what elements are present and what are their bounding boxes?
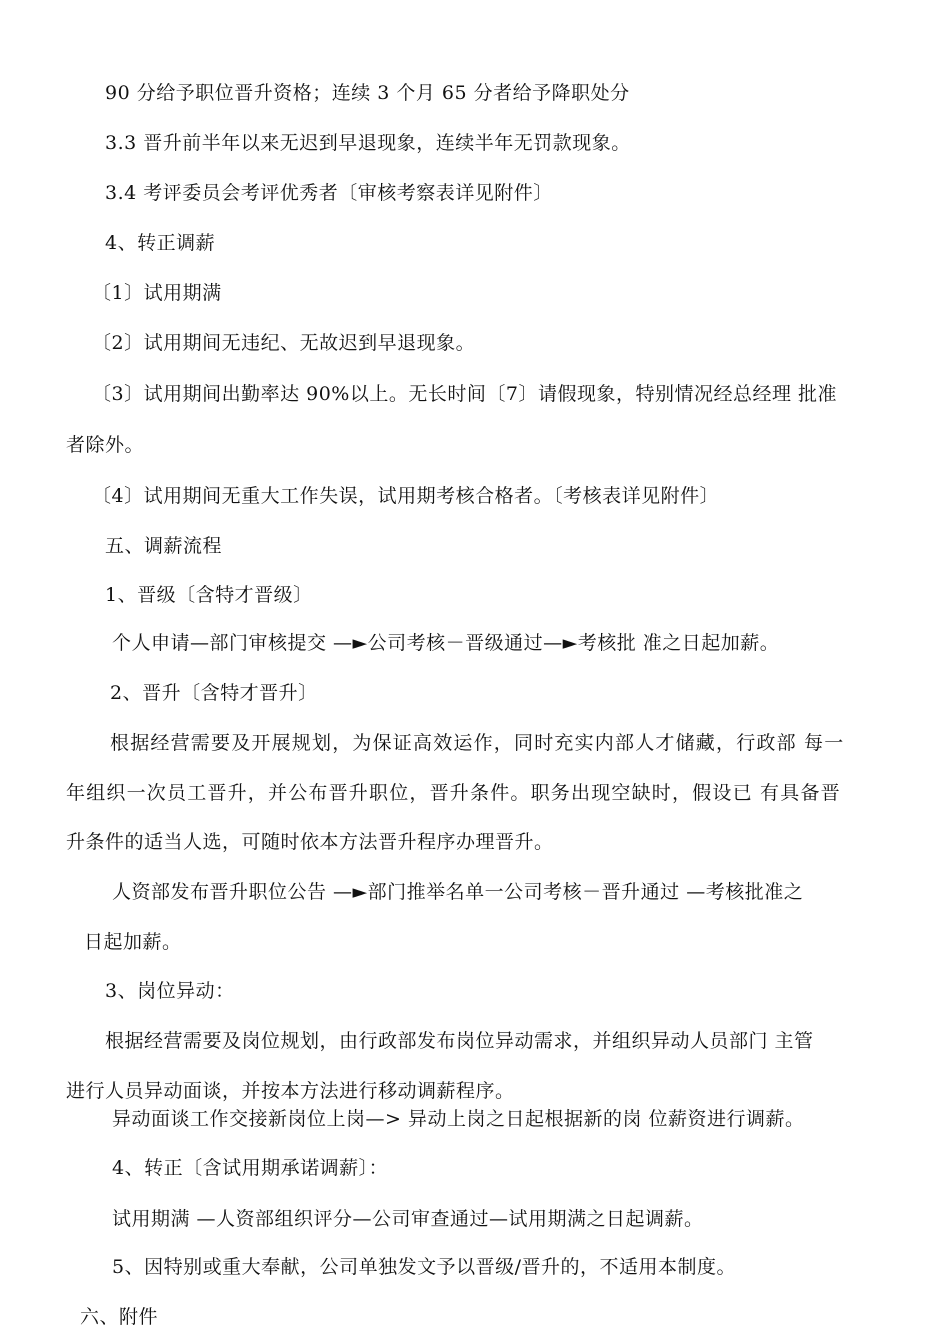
subsection-heading: 4、转正〔含试用期承诺调薪〕： — [112, 1157, 389, 1179]
list-item: 〔3〕试用期间出勤率达 90%以上。无长时间〔7〕请假现象，特别情况经总经理 批准 — [92, 383, 837, 405]
paragraph-line: 根据经营需要及开展规划，为保证高效运作，同时充实内部人才储藏，行政部 每一 — [110, 732, 845, 754]
section-heading: 4、转正调薪 — [105, 232, 216, 254]
section-heading: 五、调薪流程 — [105, 535, 223, 557]
text-line: 者除外。 — [66, 434, 145, 456]
process-flow: 人资部发布晋升职位公告 —►部门推举名单一公司考核－晋升通过 —考核批准之 — [112, 881, 804, 903]
text-line: 3.4 考评委员会考评优秀者〔审核考察表详见附件〕 — [105, 182, 553, 204]
text-line: 90 分给予职位晋升资格；连续 3 个月 65 分者给予降职处分 — [105, 82, 630, 104]
list-item: 〔1〕试用期满 — [92, 282, 222, 304]
text-line: 日起加薪。 — [84, 931, 182, 953]
process-flow: 个人申请—部门审核提交 —►公司考核－晋级通过—►考核批 准之日起加薪。 — [112, 632, 780, 654]
paragraph-line: 年组织一次员工晋升，并公布晋升职位，晋升条件。职务出现空缺时，假设已 有具备晋 — [66, 782, 841, 804]
list-item: 〔4〕试用期间无重大工作失误，试用期考核合格者。〔考核表详见附件〕 — [92, 485, 720, 507]
subsection-heading: 1、晋级〔含特才晋级〕 — [105, 584, 313, 606]
paragraph-line: 进行人员异动面谈，并按本方法进行移动调薪程序。 — [66, 1080, 515, 1102]
section-heading: 六、附件 — [80, 1306, 159, 1328]
paragraph-line: 根据经营需要及岗位规划，由行政部发布岗位异动需求，并组织异动人员部门 主管 — [105, 1030, 814, 1052]
process-flow: 异动面谈工作交接新岗位上岗—> 异动上岗之日起根据新的岗 位薪资进行调薪。 — [112, 1108, 805, 1130]
paragraph-line: 升条件的适当人选，可随时依本方法晋升程序办理晋升。 — [66, 831, 554, 853]
text-line: 5、因特别或重大奉献，公司单独发文予以晋级/晋升的，不适用本制度。 — [112, 1256, 736, 1278]
process-flow: 试用期满 —人资部组织评分—公司审查通过—试用期满之日起调薪。 — [112, 1208, 704, 1230]
subsection-heading: 2、晋升〔含特才晋升〕 — [110, 682, 318, 704]
subsection-heading: 3、岗位异动： — [105, 980, 235, 1002]
list-item: 〔2〕试用期间无违纪、无故迟到早退现象。 — [92, 332, 476, 354]
text-line: 3.3 晋升前半年以来无迟到早退现象，连续半年无罚款现象。 — [105, 132, 631, 154]
